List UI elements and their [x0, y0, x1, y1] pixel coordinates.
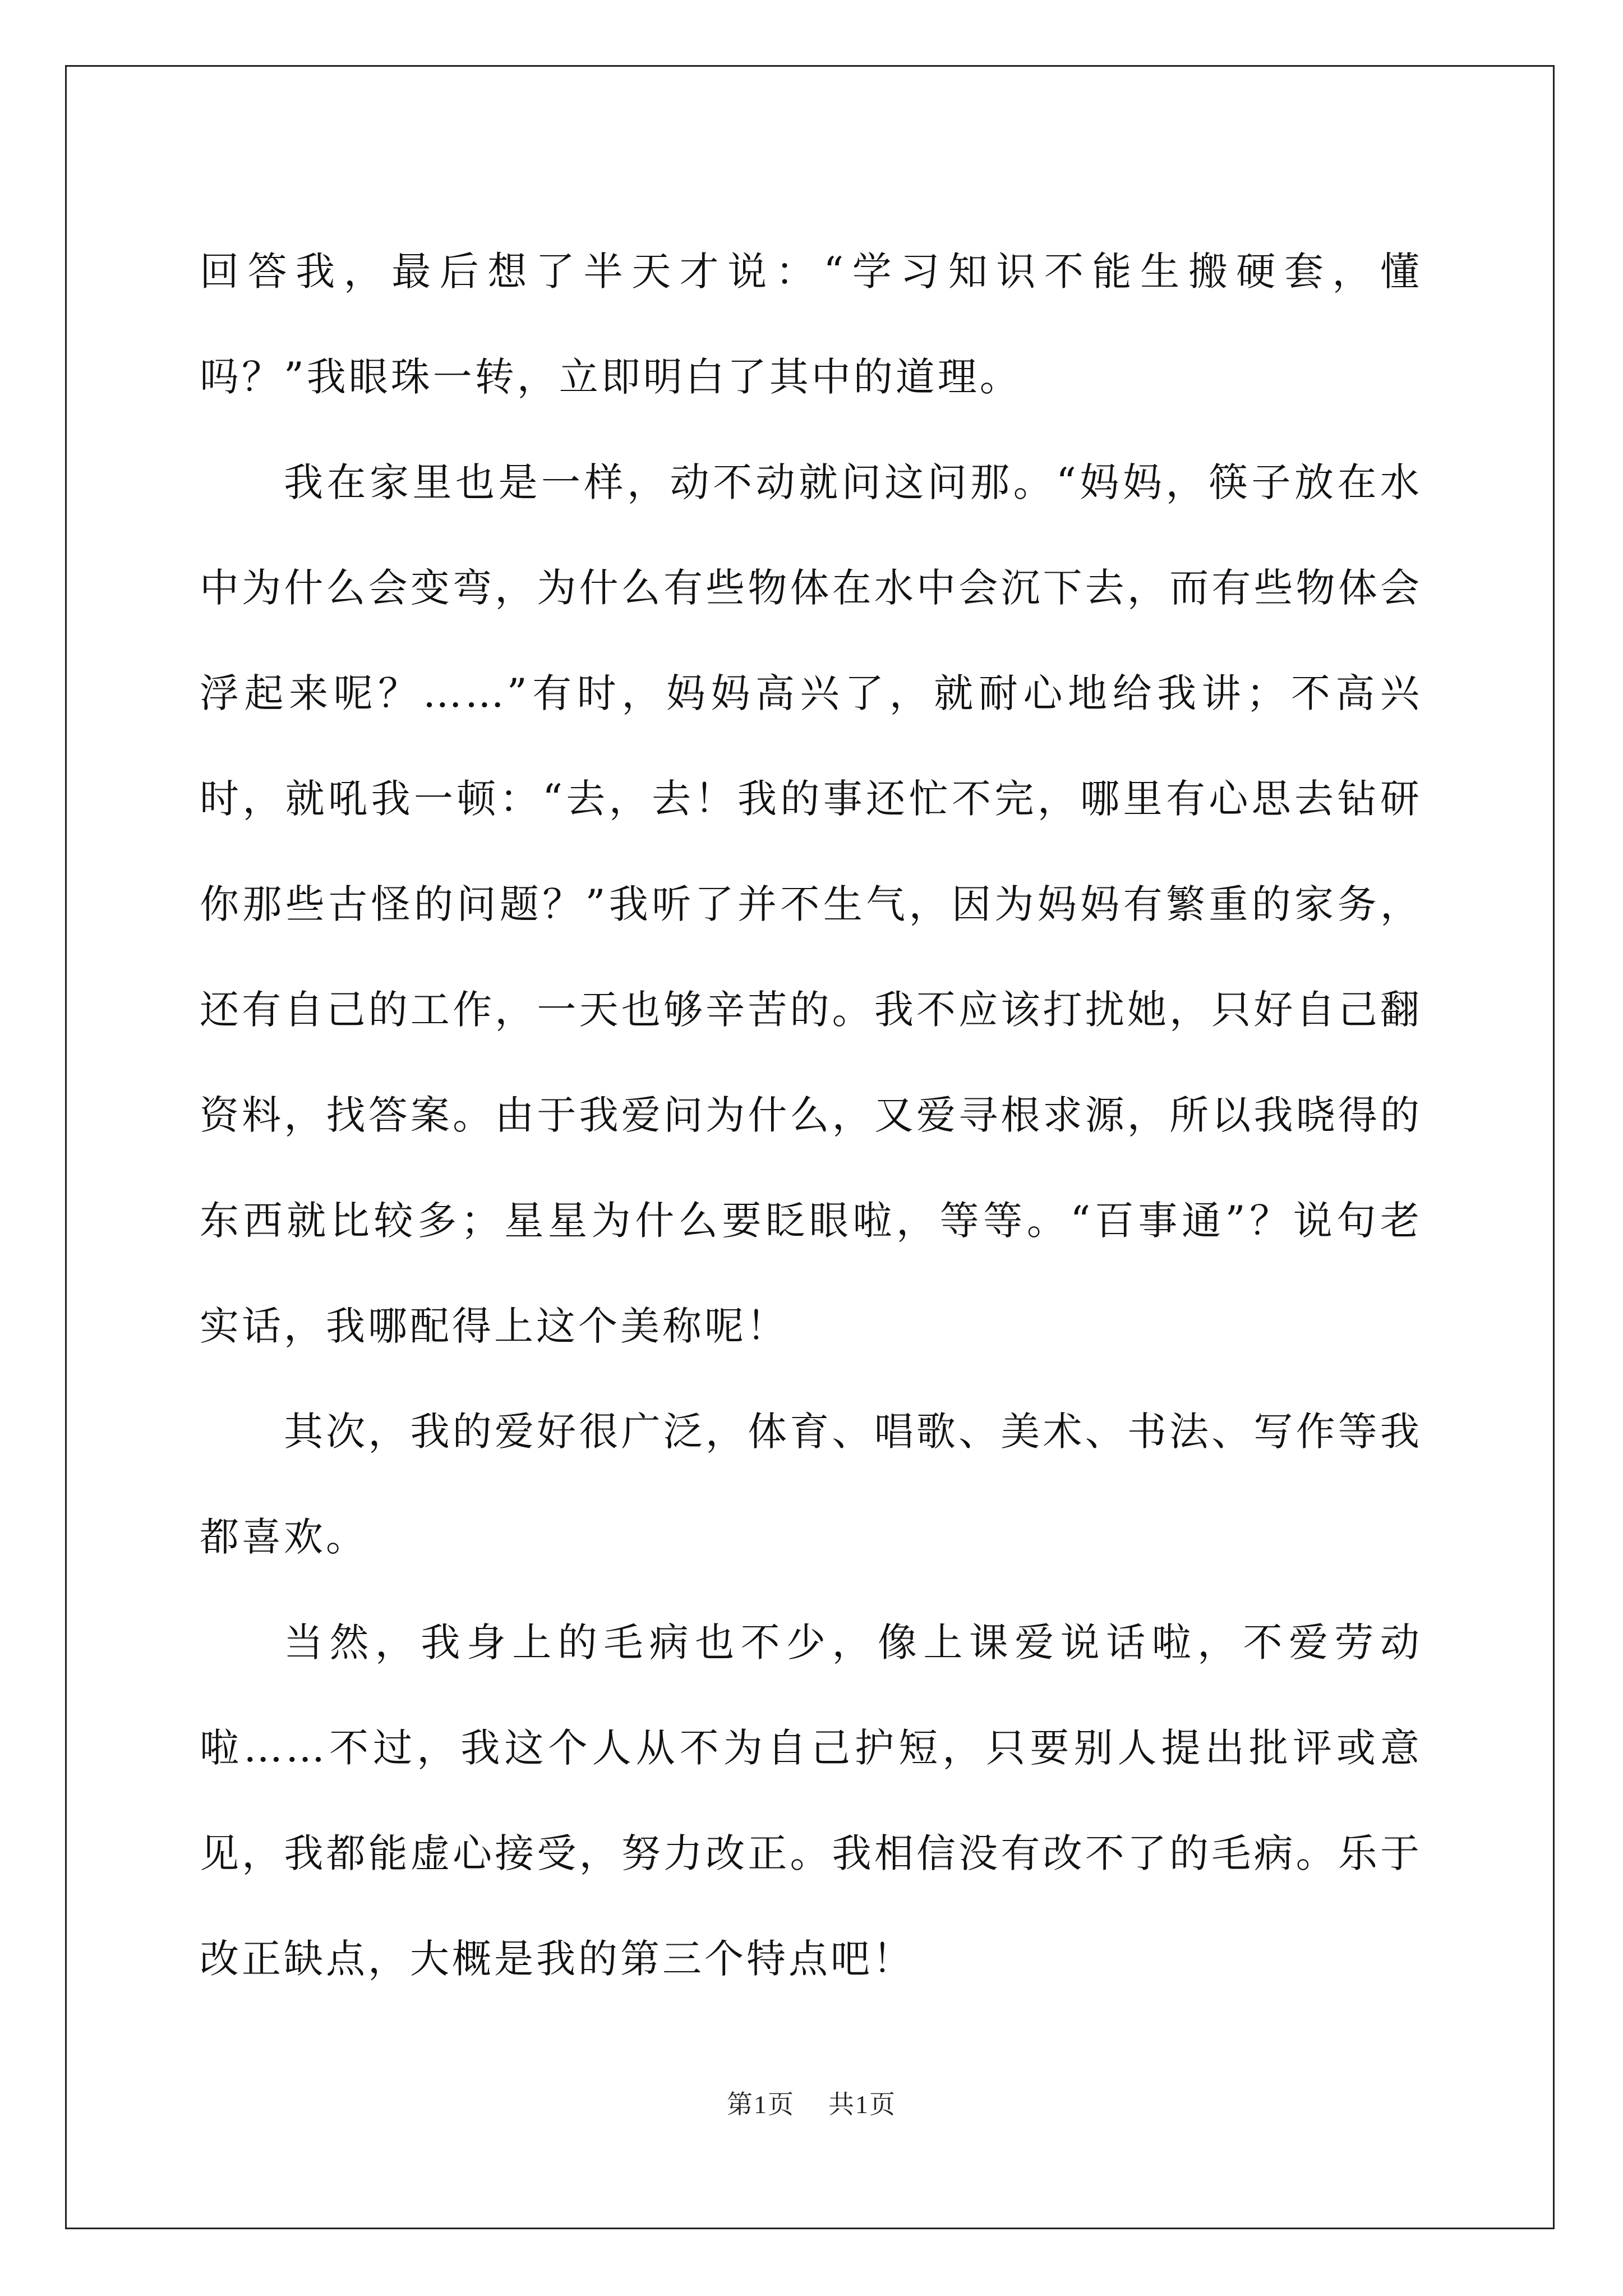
paragraph: 当然，我身上的毛病也不少，像上课爱说话啦，不爱劳动啦……不过，我这个人从不为自己护短，只要别人提出批评或意见，我都能虚心接受，努力改正。我相信没有改不了的毛病。乐于改正缺点，大概是我的第三个特点吧！ — [200, 1619, 1422, 1982]
paragraph: 回答我，最后想了半天才说：“学习知识不能生搬硬套，懂吗？”我眼珠一转，立即明白了其中的道理。 — [200, 249, 1422, 400]
paragraph: 我在家里也是一样，动不动就问这问那。“妈妈，筷子放在水中为什么会变弯，为什么有些物体在水中会沉下去，而有些物体会浮起来呢？……”有时，妈妈高兴了，就耐心地给我讲；不高兴时，就吼我一顿：“去，去！我的事还忙不完，哪里有心思去钻研你那些古怪的问题？”我听了并不生气，因为妈妈有繁重的家务，还有自己的工作，一天也够辛苦的。我不应该打扰她，只好自己翻资料，找答案。由于我爱问为什么，又爱寻根求源，所以我晓得的东西就比较多；星星为什么要眨眼啦，等等。“百事通”？说句老实话，我哪配得上这个美称呢！ — [200, 459, 1422, 1349]
total-pages-label: 共1页 — [828, 2090, 896, 2119]
current-page-label: 第1页 — [727, 2090, 795, 2119]
document-body — [200, 219, 1422, 2012]
page-footer — [0, 2084, 1623, 2121]
paragraph: 其次，我的爱好很广泛，体育、唱歌、美术、书法、写作等我都喜欢。 — [200, 1409, 1422, 1560]
